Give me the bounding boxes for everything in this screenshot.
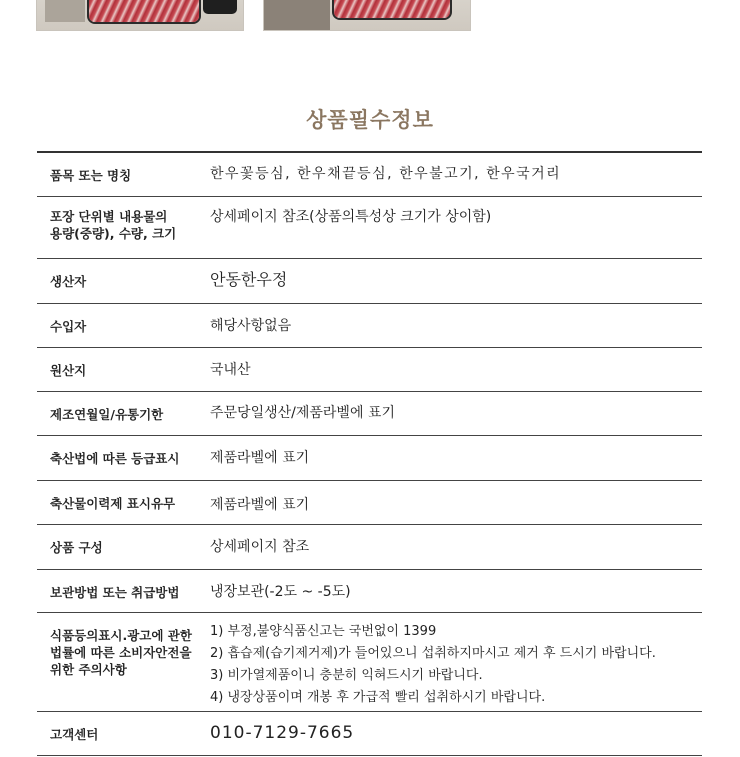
table-row-producer bbox=[37, 259, 702, 304]
row-value: 한우꽃등심, 한우채끝등심, 한우불고기, 한우국거리 bbox=[210, 166, 562, 182]
row-label: 축산법에 따른 등급표시 bbox=[50, 451, 180, 466]
row-label: 수입자 bbox=[50, 319, 87, 334]
product-photo-left bbox=[36, 0, 244, 31]
notice-line: 4) 냉장상품이며 개봉 후 가급적 빨리 섭취하시기 바랍니다. bbox=[210, 690, 546, 705]
table-row-safety-notice bbox=[37, 613, 702, 712]
table-row-grade bbox=[37, 436, 702, 481]
row-value: 국내산 bbox=[210, 362, 251, 378]
table-row-product-name bbox=[37, 153, 702, 197]
row-value: 해당사항없음 bbox=[210, 318, 292, 334]
row-label: 축산물이력제 표시유무 bbox=[50, 496, 176, 511]
table-row-package-size bbox=[37, 197, 702, 259]
row-value bbox=[210, 621, 656, 709]
row-value: 상세페이지 참조(상품의특성상 크기가 상이함) bbox=[210, 209, 492, 225]
photo-shadow bbox=[45, 0, 85, 22]
notice-line: 3) 비가열제품이니 충분히 익혀드시기 바랍니다. bbox=[210, 668, 483, 683]
notice-line: 2) 흡습제(습기제거제)가 들어있으니 섭취하지마시고 제거 후 드시기 바랍니다. bbox=[210, 646, 656, 661]
phone-number: 010-7129-7665 bbox=[210, 723, 355, 743]
row-label: 포장 단위별 내용물의 용량(중량), 수량, 크기 bbox=[50, 209, 177, 241]
photo-shadow bbox=[264, 0, 330, 31]
row-value: 냉장보관(-2도 ~ -5도) bbox=[210, 584, 351, 600]
row-value: 제품라벨에 표기 bbox=[210, 497, 310, 513]
table-row-importer bbox=[37, 304, 702, 348]
row-label: 품목 또는 명칭 bbox=[50, 168, 132, 183]
row-label: 보관방법 또는 취급방법 bbox=[50, 585, 180, 600]
table-row-composition bbox=[37, 525, 702, 570]
row-value: 안동한우정 bbox=[210, 270, 288, 289]
table-row-origin bbox=[37, 348, 702, 392]
row-label: 고객센터 bbox=[50, 727, 99, 742]
section-title: 상품필수정보 bbox=[306, 107, 434, 132]
notice-line: 1) 부정,불양식품신고는 국번없이 1399 bbox=[210, 624, 437, 639]
row-value: 제품라벨에 표기 bbox=[210, 450, 310, 466]
row-label: 식품등의표시.광고에 관한 법률에 따른 소비자안전을 위한 주의사항 bbox=[50, 628, 192, 677]
row-label: 원산지 bbox=[50, 363, 87, 378]
row-label: 제조연월일/유통기한 bbox=[50, 407, 164, 422]
product-info-table bbox=[37, 151, 702, 756]
table-row-traceability bbox=[37, 481, 702, 525]
meat-tray bbox=[334, 0, 450, 18]
meat-tray bbox=[89, 0, 199, 22]
table-row-customer-center bbox=[37, 712, 702, 756]
table-row-storage bbox=[37, 570, 702, 613]
product-photo-right bbox=[263, 0, 471, 31]
row-value: 상세페이지 참조 bbox=[210, 539, 310, 555]
row-label: 생산자 bbox=[50, 274, 87, 289]
empty-tray bbox=[203, 0, 237, 14]
table-row-expiry bbox=[37, 392, 702, 436]
row-label: 상품 구성 bbox=[50, 540, 103, 555]
row-value: 주문당일생산/제품라벨에 표기 bbox=[210, 405, 395, 421]
